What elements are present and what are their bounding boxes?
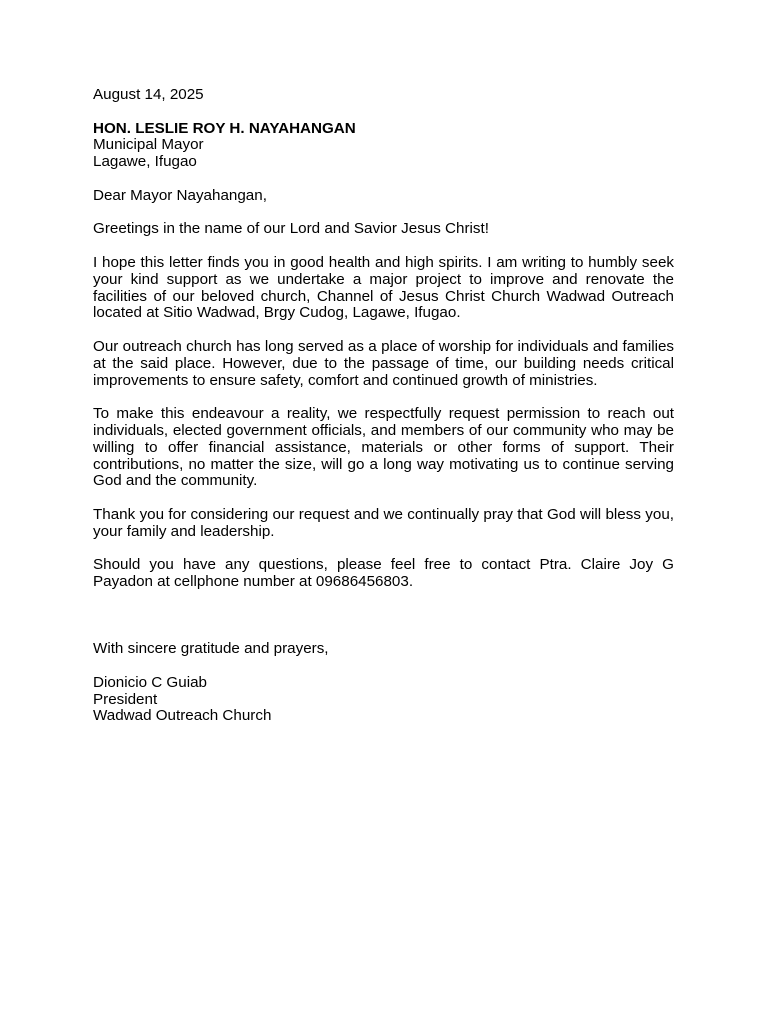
body-paragraph-1: I hope this letter finds you in good health and high spirits. I am writing to humbly seek your kind support as we undertake a major project to improve and renovate the facilities of our beloved church, Channel of Jesus Christ Church Wadwad Outreach located at Sitio Wadwad, Brgy Cudog, Lagawe, Ifugao.	[93, 253, 674, 322]
spacer	[93, 389, 674, 406]
spacer	[93, 490, 674, 507]
signature-block	[93, 675, 674, 725]
spacer	[93, 591, 674, 641]
recipient-name: HON. LESLIE ROY H. NAYAHANGAN	[93, 119, 356, 137]
letter-page	[93, 87, 674, 725]
spacer	[93, 322, 674, 339]
salutation: Dear Mayor Nayahangan,	[93, 186, 267, 204]
body-paragraph-5: Should you have any questions, please feel free to contact Ptra. Claire Joy G Payadon at cellphone number at 09686456803.	[93, 556, 674, 591]
spacer	[93, 104, 674, 121]
greeting: Greetings in the name of our Lord and Savior Jesus Christ!	[93, 220, 489, 238]
recipient-location: Lagawe, Ifugao	[93, 153, 197, 171]
spacer	[93, 541, 674, 558]
signatory-position: President	[93, 690, 158, 708]
body-paragraph-4: Thank you for considering our request and we continually pray that God will bless you, your family and leadership.	[93, 505, 674, 540]
letter-date: August 14, 2025	[93, 86, 204, 103]
signatory-organization: Wadwad Outreach Church	[93, 707, 272, 725]
spacer	[93, 205, 674, 222]
recipient-title: Municipal Mayor	[93, 136, 204, 154]
spacer	[93, 238, 674, 255]
spacer	[93, 658, 674, 675]
recipient-block	[93, 121, 674, 171]
body-paragraph-3: To make this endeavour a reality, we respectfully request permission to reach out individuals, elected government officials, and members of our community who may be willing to offer financial assistance, materials or other forms of support. Their contributions, no matter the size, will go a long way motivating us to continue serving God and the community.	[93, 405, 674, 490]
body-paragraph-2: Our outreach church has long served as a place of worship for individuals and families at the said place. However, due to the passage of time, our building needs critical improvements to ensure safety, comfort and continued growth of ministries.	[93, 337, 674, 389]
closing: With sincere gratitude and prayers,	[93, 640, 329, 658]
signatory-name: Dionicio C Guiab	[93, 673, 207, 691]
spacer	[93, 171, 674, 188]
